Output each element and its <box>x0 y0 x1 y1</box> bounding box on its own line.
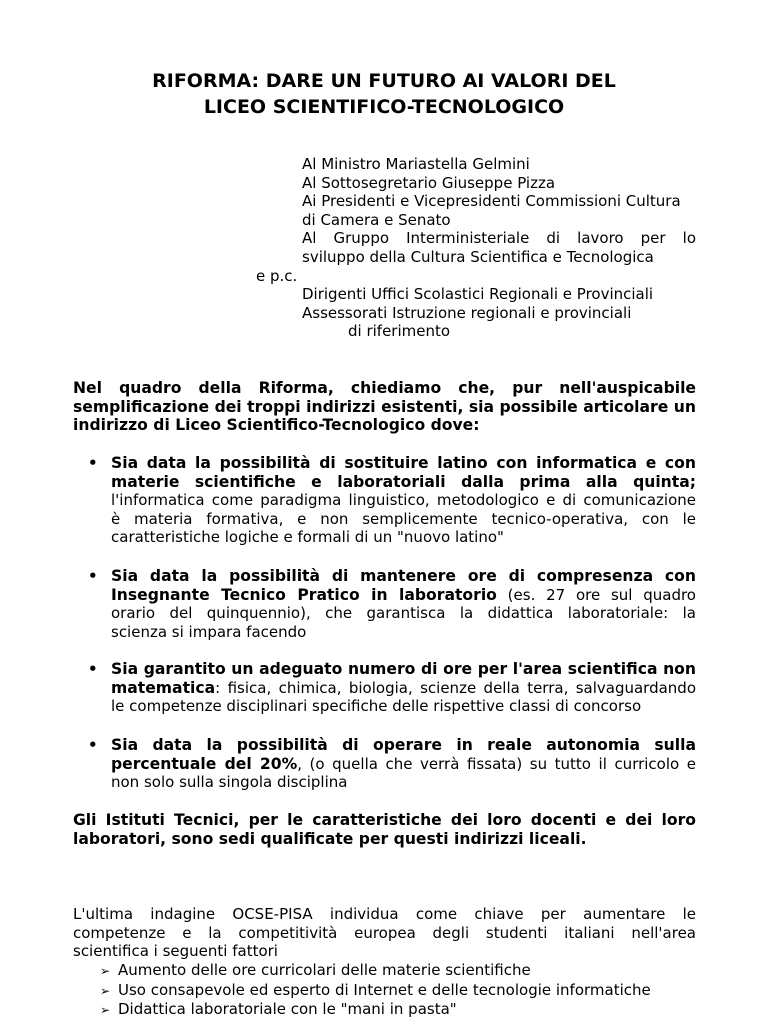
bullet-plain-text: (es. 27 ore sul quadro <box>496 585 696 604</box>
bullet-bold-text: Sia data la possibilità di operare in reale autonomia sulla <box>111 736 696 754</box>
bullet-line <box>111 586 696 605</box>
factor-text: Didattica laboratoriale con le "mani in pasta" <box>118 1000 457 1019</box>
bullet-dot-icon: • <box>88 454 98 472</box>
bullet-bold-text: matematica <box>111 678 216 697</box>
factors-list <box>100 961 651 1020</box>
closing-paragraph <box>73 811 696 848</box>
intro-line: semplificazione dei troppi indirizzi esistenti, sia possibile articolare un <box>73 397 696 416</box>
bullet-bold-text: materie scientifiche e laboratoriali dalla prima alla quinta; <box>111 472 696 491</box>
title-line-1: RIFORMA: DARE UN FUTURO AI VALORI DEL <box>152 70 616 92</box>
bullet-line: scienza si impara facendo <box>111 622 307 641</box>
bullet-body <box>111 567 696 641</box>
ocse-paragraph <box>73 905 696 961</box>
recipient-line: Al Sottosegretario Giuseppe Pizza <box>302 173 556 192</box>
bullet-line: è materia formativa, e non semplicemente tecnico-operativa, con le <box>111 509 696 528</box>
factor-text: Aumento delle ore curricolari delle materie scientifiche <box>118 961 531 979</box>
bullet-dot-icon: • <box>88 736 98 754</box>
ocse-line: scientifica i seguenti fattori <box>73 942 278 961</box>
document-title <box>100 68 668 120</box>
cc-line: Dirigenti Uffici Scolastici Regionali e Provinciali <box>302 285 654 304</box>
bullet-line: le competenze disciplinari specifiche delle rispettive classi di concorso <box>111 697 642 716</box>
bullet-bold-text: percentuale del 20% <box>111 754 298 773</box>
bullet-bold-text: Sia data la possibilità di sostituire latino con informatica e con <box>111 454 696 472</box>
bullet-line: caratteristiche logiche e formali di un "nuovo latino" <box>111 528 504 547</box>
factor-item <box>100 981 651 1001</box>
factor-item <box>100 961 651 981</box>
bullet-line <box>111 567 696 586</box>
intro-paragraph <box>73 379 696 435</box>
recipient-line: sviluppo della Cultura Scientifica e Tecnologica <box>302 248 654 266</box>
bullet-line <box>111 736 696 755</box>
recipient-line: di Camera e Senato <box>302 210 451 229</box>
bullet-body <box>111 736 696 792</box>
bullet-line: orario del quinquennio), che garantisca la didattica laboratoriale: la <box>111 604 696 623</box>
intro-line: indirizzo di Liceo Scientifico-Tecnologico dove: <box>73 416 480 435</box>
recipient-line: Ai Presidenti e Vicepresidenti Commissioni Cultura <box>302 192 681 211</box>
bullet-dot-icon: • <box>88 660 98 678</box>
closing-line: laboratori, sono sedi qualificate per questi indirizzi liceali. <box>73 829 587 848</box>
bullet-body <box>111 454 696 547</box>
bullet-line <box>111 660 696 679</box>
bullet-line <box>111 755 696 774</box>
bullet-line: non solo sulla singola disciplina <box>111 773 348 792</box>
intro-line: Nel quadro della Riforma, chiediamo che, pur nell'auspicabile <box>73 379 696 397</box>
title-line-2: LICEO SCIENTIFICO-TECNOLOGICO <box>203 96 565 118</box>
bullet-plain-text: , (o quella che verrà fissata) su tutto il curricolo e <box>297 754 696 773</box>
arrowhead-icon: ➢ <box>100 983 111 998</box>
arrowhead-icon: ➢ <box>100 1003 111 1018</box>
bullet-plain-text: : fisica, chimica, biologia, scienze della terra, salvaguardando <box>215 678 696 697</box>
cc-line-indent: di riferimento <box>348 322 451 341</box>
cc-line: Assessorati Istruzione regionali e provinciali <box>302 303 632 322</box>
closing-line: Gli Istituti Tecnici, per le caratteristiche dei loro docenti e dei loro <box>73 811 696 829</box>
ocse-line: competenze e la competitività europea degli studenti italiani nell'area <box>73 923 696 942</box>
recipient-line: Al Gruppo Interministeriale di lavoro per lo <box>302 229 696 248</box>
arrowhead-icon: ➢ <box>100 964 111 978</box>
bullet-line <box>111 454 696 473</box>
cc-label: e p.c. <box>256 266 298 285</box>
bullet-bold-text: Sia garantito un adeguato numero di ore per l'area scientifica non <box>111 660 696 678</box>
recipient-line: Al Ministro Mariastella Gelmini <box>302 155 530 173</box>
bullet-bold-text: Sia data la possibilità di mantenere ore di compresenza con <box>111 567 696 585</box>
bullet-body <box>111 660 696 716</box>
bullet-line: l'informatica come paradigma linguistico, metodologico e di comunicazione <box>111 491 696 510</box>
factor-text: Uso consapevole ed esperto di Internet e delle tecnologie informatiche <box>118 980 651 999</box>
ocse-line: L'ultima indagine OCSE-PISA individua come chiave per aumentare le <box>73 905 696 923</box>
bullet-dot-icon: • <box>88 567 98 585</box>
bullet-line <box>111 473 696 492</box>
bullet-bold-text: Insegnante Tecnico Pratico in laboratorio <box>111 585 497 604</box>
factor-item <box>100 1000 651 1020</box>
bullet-line <box>111 679 696 698</box>
